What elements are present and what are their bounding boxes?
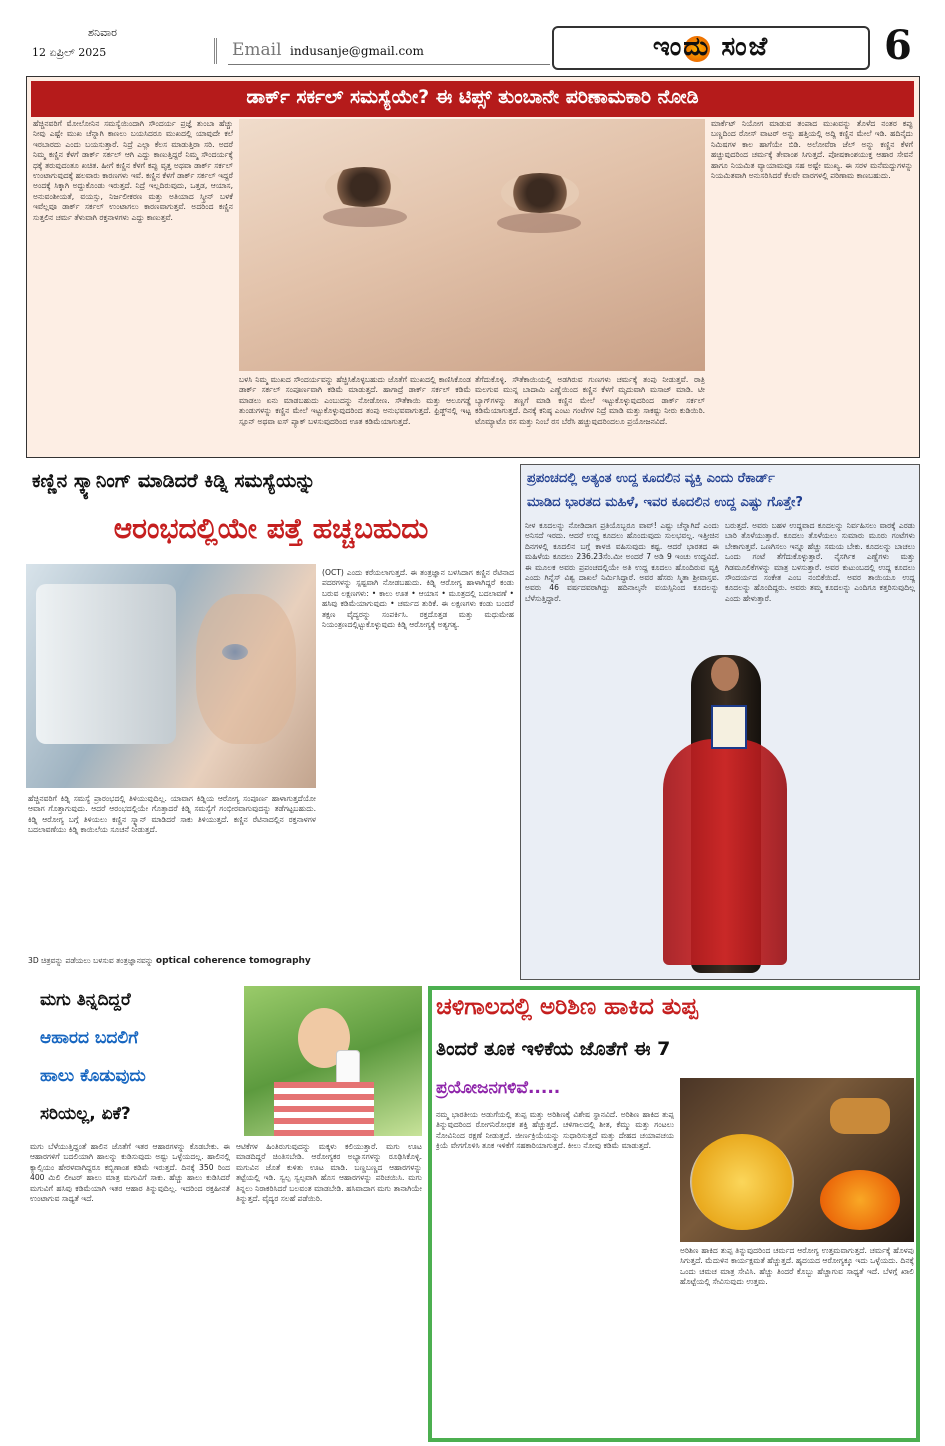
issue-day: ಶನಿವಾರ (88, 26, 117, 39)
long-hair-col2: ಬರುತ್ತದೆ. ಅವರು ಬಹಳ ಉದ್ದವಾದ ಕೂದಲನ್ನು ನಿರ್ವಹಿಸಲು ವಾರಕ್ಕೆ ಎರಡು ಬಾರಿ ತೊಳೆಯುತ್ತಾರೆ. ಕೂದಲು ತೊಳೆಯಲು ಸುಮಾರು ಮೂರು ಗಂಟೆಗಳು ಬೇಕಾಗುತ್ತವೆ. ಒಣಗಿಸಲು ಇನ್ನೂ ಹೆಚ್ಚು ಸಮಯ ಬೇಕು. ಕೂದಲನ್ನು ಬಾಚಲು ಒಂದು ಗಂಟೆ ತೆಗೆದುಕೊಳ್ಳುತ್ತಾರೆ. ನೈಸರ್ಗಿಕ ಎಣ್ಣೆಗಳು ಮತ್ತು ಗಿಡಮೂಲಿಕೆಗಳನ್ನು ಮಾತ್ರ ಬಳಸುತ್ತಾರೆ. ಅವರ ಕುಟುಂಬದಲ್ಲಿ ಉದ್ದ ಕೂದಲು ಸೌಂದರ್ಯದ ಸಂಕೇತ ಎಂಬ ನಂಬಿಕೆಯಿದೆ. ಅವರ ತಾಯಿಯೂ ಉದ್ದ ಕೂದಲನ್ನು ಹೊಂದಿದ್ದರು. ಅವರು ತಮ್ಮ ಕೂದಲನ್ನು ಎಂದಿಗೂ ಕತ್ತರಿಸುವುದಿಲ್ಲ ಎಂದು ಹೇಳುತ್ತಾರೆ. (725, 521, 915, 603)
long-hair-headline-line2: ಮಾಡಿದ ಭಾರತದ ಮಹಿಳೆ, ಇವರ ಕೂದಲಿನ ಉದ್ದ ಎಷ್ಟು ಗೊತ್ತೇ? (527, 495, 803, 510)
dark-circle-headline: ಡಾರ್ಕ್ ಸರ್ಕಲ್ ಸಮಸ್ಯೆಯೇ? ಈ ಟಿಪ್ಸ್ ತುಂಬಾನೇ ಪರಿಣಾಮಕಾರಿ ನೋಡಿ (246, 86, 699, 108)
dark-circle-headline-bar (31, 81, 914, 117)
child-milk-story (26, 984, 424, 1440)
eye-scan-caption (28, 956, 316, 978)
dark-circle-col4: ಮಾರ್ಕೆಟ್ ನಿಯೋಗ ಮಾಡುವ ತಂಪಾದ ಮುಖವನ್ನು ತೊಳೆದ ನಂತರ ಕಪ್ಪು ಬಣ್ಣದಿಂದ ರೋಸ್ ವಾಟರ್ ಅನ್ನು ಹತ್ತಿಯಲ್ಲಿ ಅದ್ದಿ ಕಣ್ಣಿನ ಮೇಲೆ ಇಡಿ. ಹದಿನೈದು ನಿಮಿಷಗಳ ಕಾಲ ಹಾಗೆಯೇ ಬಿಡಿ. ಅಲೋವೆರಾ ಜೆಲ್ ಅನ್ನು ಕಣ್ಣಿನ ಕೆಳಗೆ ಹಚ್ಚುವುದರಿಂದ ಚರ್ಮಕ್ಕೆ ತೇವಾಂಶ ಸಿಗುತ್ತದೆ. ಪೋಷಕಾಂಶಯುಕ್ತ ಆಹಾರ ಸೇವನೆ ಹಾಗೂ ನಿಯಮಿತ ವ್ಯಾಯಾಮವೂ ಸಹ ಅಷ್ಟೇ ಮುಖ್ಯ. ಈ ಸರಳ ಮನೆಮದ್ದುಗಳನ್ನು ನಿಯಮಿತವಾಗಿ ಅನುಸರಿಸಿದರೆ ಕೆಲವೇ ವಾರಗಳಲ್ಲಿ ಪರಿಣಾಮ ಕಾಣಬಹುದು. (711, 119, 913, 181)
email-label: Email (232, 40, 282, 60)
patient-face (196, 594, 296, 744)
ghee-bowl-icon (690, 1134, 794, 1230)
child-milk-col1: ಮಗು ಬೆಳೆಯುತ್ತಿದ್ದಂತೆ ಹಾಲಿನ ಜೊತೆಗೆ ಇತರ ಆಹಾರಗಳನ್ನು ಕೊಡಬೇಕು. ಈ ಆಹಾರಗಳಿಗೆ ಬದಲಿಯಾಗಿ ಹಾಲನ್ನು ಕುಡಿಸುವುದು ಅಷ್ಟು ಒಳ್ಳೆಯದಲ್ಲ. ಹಾಲಿನಲ್ಲಿ ಕ್ಯಾಲ್ಸಿಯಂ ಹೇರಳವಾಗಿದ್ದರೂ ಕಬ್ಬಿಣಾಂಶ ಕಡಿಮೆ ಇರುತ್ತದೆ. ದಿನಕ್ಕೆ 350 ರಿಂದ 400 ಮಿಲಿ ಲೀಟರ್ ಹಾಲು ಮಾತ್ರ ಮಗುವಿಗೆ ಸಾಕು. ಹೆಚ್ಚು ಹಾಲು ಕುಡಿಸಿದರೆ ಮಗುವಿಗೆ ಹಸಿವು ಕಡಿಮೆಯಾಗಿ ಇತರ ಆಹಾರ ತಿನ್ನುವುದಿಲ್ಲ. ಇದರಿಂದ ರಕ್ತಹೀನತೆ ಉಂಟಾಗುವ ಸಾಧ್ಯತೆ ಇದೆ. (30, 1142, 230, 1204)
ghee-col2: ಅರಿಶಿಣ ಹಾಕಿದ ತುಪ್ಪ ತಿನ್ನುವುದರಿಂದ ಚರ್ಮದ ಆರೋಗ್ಯ ಉತ್ತಮವಾಗುತ್ತದೆ. ಚರ್ಮಕ್ಕೆ ಹೊಳಪು ಸಿಗುತ್ತದೆ. ಮೆದುಳಿನ ಕಾರ್ಯಕ್ಷಮತೆ ಹೆಚ್ಚುತ್ತದೆ. ಹೃದಯದ ಆರೋಗ್ಯಕ್ಕೂ ಇದು ಒಳ್ಳೆಯದು. ದಿನಕ್ಕೆ ಒಂದು ಚಮಚ ಮಾತ್ರ ಸೇವಿಸಿ. ಹೆಚ್ಚು ತಿಂದರೆ ಕೊಬ್ಬು ಹೆಚ್ಚಾಗುವ ಸಾಧ್ಯತೆ ಇದೆ. ಬೆಳಗ್ಗೆ ಖಾಲಿ ಹೊಟ್ಟೆಯಲ್ಲಿ ಸೇವಿಸುವುದು ಉತ್ತಮ. (680, 1246, 914, 1287)
eye-scan-caption-text: 3D ಚಿತ್ರವನ್ನು ಪಡೆಯಲು ಬಳಸುವ ತಂತ್ರಜ್ಞಾನವನ್ನು (28, 956, 156, 965)
kidney-col2: (OCT) ಎಂದು ಕರೆಯಲಾಗುತ್ತದೆ. ಈ ತಂತ್ರಜ್ಞಾನ ಬಳಸಿದಾಗ ಕಣ್ಣಿನ ರೆಟಿನಾದ ಪದರಗಳನ್ನು ಸ್ಪಷ್ಟವಾಗಿ ನೋಡಬಹುದು. ಕಿಡ್ನಿ ಆರೋಗ್ಯ ಹಾಳಾಗಿದ್ದರೆ ಕಂಡು ಬರುವ ಲಕ್ಷಣಗಳು: • ಕಾಲು ಊತ • ಆಯಾಸ • ಮೂತ್ರದಲ್ಲಿ ಬದಲಾವಣೆ • ಹಸಿವು ಕಡಿಮೆಯಾಗುವುದು • ಚರ್ಮದ ತುರಿಕೆ. ಈ ಲಕ್ಷಣಗಳು ಕಂಡು ಬಂದರೆ ತಕ್ಷಣ ವೈದ್ಯರನ್ನು ಸಂಪರ್ಕಿಸಿ. ರಕ್ತದೊತ್ತಡ ಮತ್ತು ಮಧುಮೇಹ ನಿಯಂತ್ರಣದಲ್ಲಿಟ್ಟುಕೊಳ್ಳುವುದು ಕಿಡ್ನಿ ಆರೋಗ್ಯಕ್ಕೆ ಅತ್ಯಗತ್ಯ. (322, 568, 514, 630)
decorative-divider (214, 38, 224, 64)
turmeric-root-icon (830, 1098, 890, 1134)
child-milk-col2: ಆಟಿಕೆಗಳ ಹಿಂತಿರುಗುವುದನ್ನು ಮಕ್ಕಳು ಕಲಿಯುತ್ತಾರೆ. ಮಗು ಊಟ ಮಾಡದಿದ್ದರೆ ಚಿಂತಿಸಬೇಡಿ. ಆರೋಗ್ಯಕರ ಅಭ್ಯಾಸಗಳನ್ನು ರೂಢಿಸಿಕೊಳ್ಳಿ. ಮಗುವಿನ ಜೊತೆ ಕುಳಿತು ಊಟ ಮಾಡಿ. ಬಣ್ಣಬಣ್ಣದ ಆಹಾರಗಳನ್ನು ತಟ್ಟೆಯಲ್ಲಿ ಇಡಿ. ಸ್ವಲ್ಪ ಸ್ವಲ್ಪವಾಗಿ ಹೊಸ ಆಹಾರಗಳನ್ನು ಪರಿಚಯಿಸಿ. ಮಗು ತಿನ್ನಲು ನಿರಾಕರಿಸಿದರೆ ಬಲವಂತ ಮಾಡಬೇಡಿ. ಹಸಿವಾದಾಗ ಮಗು ತಾನಾಗಿಯೇ ತಿನ್ನುತ್ತದೆ. ವೈದ್ಯರ ಸಲಹೆ ಪಡೆಯಿರಿ. (236, 1142, 422, 1204)
child-milk-headline-line3: ಹಾಲು ಕೊಡುವುದು (40, 1066, 146, 1086)
ghee-headline-line1: ಚಳಿಗಾಲದಲ್ಲಿ ಅರಿಶಿಣ ಹಾಕಿದ ತುಪ್ಪ (436, 994, 698, 1020)
eye-icon (501, 173, 579, 213)
email-address[interactable]: indusanje@gmail.com (290, 44, 424, 58)
eye-icon (325, 167, 403, 207)
child-milk-headline-line2: ಆಹಾರದ ಬದಲಿಗೆ (40, 1028, 139, 1048)
oct-term: optical coherence tomography (155, 956, 311, 966)
scanner-device (36, 584, 176, 744)
striped-shirt (274, 1082, 374, 1136)
dark-circle-shadow (497, 213, 581, 233)
kidney-col1: ಹೆಚ್ಚಿನವರಿಗೆ ಕಿಡ್ನಿ ಸಮಸ್ಯೆ ಪ್ರಾರಂಭದಲ್ಲಿ ತಿಳಿಯುವುದಿಲ್ಲ. ಯಾವಾಗ ಕಿಡ್ನಿಯ ಆರೋಗ್ಯ ಸಂಪೂರ್ಣ ಹಾಳಾಗುತ್ತದೆಯೋ ಆವಾಗ ಗೊತ್ತಾಗುವುದು. ಆದರೆ ಆರಂಭದಲ್ಲಿಯೇ ಗೊತ್ತಾದರೆ ಕಿಡ್ನಿ ಸಮಸ್ಯೆಗೆ ಗಂಭೀರವಾಗುವುದನ್ನು ತಡೆಗಟ್ಟಬಹುದು. ಕಿಡ್ನಿ ಆರೋಗ್ಯ ಬಗ್ಗೆ ತಿಳಿಯಲು ಕಣ್ಣಿನ ಸ್ಕ್ಯಾನ್ ಮಾಡಿದರೆ ಸಾಕು ತಿಳಿಯುತ್ತದೆ. ಕಣ್ಣಿನ ರೆಟಿನಾದಲ್ಲಿನ ರಕ್ತನಾಳಗಳ ಬದಲಾವಣೆಯು ಕಿಡ್ನಿ ಕಾಯಿಲೆಯ ಸೂಚನೆ ನೀಡುತ್ತದೆ. (28, 794, 316, 835)
dark-circle-shadow (323, 207, 407, 227)
turmeric-ghee-story (428, 986, 920, 1442)
kidney-story (26, 464, 516, 980)
ghee-headline-line3: ಪ್ರಯೋಜನಗಳಿವೆ..... (436, 1078, 561, 1098)
eye-scan-photo (26, 564, 316, 788)
dark-circle-story (26, 76, 920, 458)
turmeric-powder-icon (820, 1170, 900, 1230)
kidney-headline-line1: ಕಣ್ಣಿನ ಸ್ಕ್ಯಾನಿಂಗ್ ಮಾಡಿದರೆ ಕಿಡ್ನಿ ಸಮಸ್ಯೆಯನ್ನು (32, 470, 316, 492)
long-hair-col1: ನೀಳ ಕೂದಲನ್ನು ನೋಡಿದಾಗ ಪ್ರತಿಯೊಬ್ಬರೂ ವಾವ್! ಎಷ್ಟು ಚೆನ್ನಾಗಿದೆ ಎಂದು ಅನಿಸದೆ ಇರದು. ಆದರೆ ಉದ್ದ ಕೂದಲು ಹೊಂದುವುದು ಸುಲಭವಲ್ಲ. ಇತ್ತೀಚಿನ ದಿನಗಳಲ್ಲಿ ಕೂದಲಿನ ಬಗ್ಗೆ ಕಾಳಜಿ ವಹಿಸುವುದು ಕಷ್ಟ. ಆದರೆ ಭಾರತದ ಈ ಮಹಿಳೆಯ ಕೂದಲು 236.23ಸೆಂ.ಮೀ ಅಂದರೆ 7 ಅಡಿ 9 ಇಂಚು ಉದ್ದವಿದೆ. ಈ ಮೂಲಕ ಅವರು ಪ್ರಪಂಚದಲ್ಲಿಯೇ ಅತಿ ಉದ್ದ ಕೂದಲು ಹೊಂದಿರುವ ವ್ಯಕ್ತಿ ಎಂದು ಗಿನ್ನೆಸ್ ವಿಶ್ವ ದಾಖಲೆ ನಿರ್ಮಿಸಿದ್ದಾರೆ. ಅವರ ಹೆಸರು ಸ್ಮಿತಾ ಶ್ರೀವಾಸ್ತವ. ಅವರು 46 ವರ್ಷದವರಾಗಿದ್ದು ಹದಿನಾಲ್ಕನೇ ವಯಸ್ಸಿನಿಂದ ಕೂದಲನ್ನು ಬೆಳೆಸುತ್ತಿದ್ದಾರೆ. (525, 521, 719, 603)
dark-circle-col2: ಬಳಸಿ ನಿಮ್ಮ ಮುಖದ ಸೌಂದರ್ಯವನ್ನು ಹೆಚ್ಚಿಸಿಕೊಳ್ಳಬಹುದು ಜೊತೆಗೆ ಮುಖದಲ್ಲಿ ಕಾಣಿಸಿಕೊಂಡ ಡಾರ್ಕ್ ಸರ್ಕಲ್ ಸಂಪೂರ್ಣವಾಗಿ ಕಡಿಮೆ ಮಾಡುತ್ತದೆ. ಹಾಗಾದ್ರೆ ಡಾರ್ಕ್ ಸರ್ಕಲ್ ಕಡಿಮೆ ಮಾಡಲು ಏನು ಮಾಡಬಹುದು ಎಂಬುದನ್ನು ನೋಡೋಣ. ಸೌತೆಕಾಯಿ ಮತ್ತು ಆಲೂಗಡ್ಡೆ ತುಂಡುಗಳನ್ನು ಕಣ್ಣಿನ ಮೇಲೆ ಇಟ್ಟುಕೊಳ್ಳುವುದರಿಂದ ತಂಪು ಅನುಭವವಾಗುತ್ತದೆ. ಫ್ರಿಡ್ಜ್‌ನಲ್ಲಿ ಇಟ್ಟ ಸ್ಪೂನ್ ಅಥವಾ ಐಸ್ ಪ್ಯಾಕ್ ಬಳಸುವುದರಿಂದ ಊತ ಕಡಿಮೆಯಾಗುತ್ತದೆ. (239, 375, 471, 426)
ghee-turmeric-photo (680, 1078, 914, 1242)
page-number: 6 (884, 22, 912, 69)
child-drinking-photo (244, 986, 422, 1136)
woman-eye-photo (239, 119, 705, 371)
child-milk-headline-line1: ಮಗು ತಿನ್ನದಿದ್ದರೆ (40, 990, 131, 1010)
paper-name: ಇಂದು ಸಂಜೆ (652, 32, 770, 62)
masthead-underline (228, 64, 550, 65)
dark-circle-col3: ತೆಗೆದುಕೊಳ್ಳಿ. ಸೌತೆಕಾಯಿಯಲ್ಲಿ ಅಡಗಿರುವ ಗುಣಗಳು ಚರ್ಮಕ್ಕೆ ತಂಪು ನೀಡುತ್ತವೆ. ರಾತ್ರಿ ಮಲಗುವ ಮುನ್ನ ಬಾದಾಮಿ ಎಣ್ಣೆಯಿಂದ ಕಣ್ಣಿನ ಕೆಳಗೆ ಮೃದುವಾಗಿ ಮಸಾಜ್ ಮಾಡಿ. ಟೀ ಬ್ಯಾಗ್‌ಗಳನ್ನು ತಣ್ಣಗೆ ಮಾಡಿ ಕಣ್ಣಿನ ಮೇಲೆ ಇಟ್ಟುಕೊಳ್ಳುವುದರಿಂದ ಡಾರ್ಕ್ ಸರ್ಕಲ್ ಕಡಿಮೆಯಾಗುತ್ತದೆ. ದಿನಕ್ಕೆ ಕನಿಷ್ಠ ಎಂಟು ಗಂಟೆಗಳ ನಿದ್ರೆ ಮಾಡಿ ಮತ್ತು ಸಾಕಷ್ಟು ನೀರು ಕುಡಿಯಿರಿ. ಟೊಮ್ಯಾಟೊ ರಸ ಮತ್ತು ನಿಂಬೆ ರಸ ಬೆರೆಸಿ ಹಚ್ಚುವುದರಿಂದಲೂ ಪ್ರಯೋಜನವಿದೆ. (475, 375, 705, 426)
paper-logo (552, 26, 870, 70)
masthead (0, 0, 945, 74)
long-hair-story (520, 464, 920, 980)
kidney-headline-line2: ಆರಂಭದಲ್ಲಿಯೇ ಪತ್ತೆ ಹಚ್ಚಬಹುದು (113, 512, 429, 545)
issue-date: 12 ಏಪ್ರಿಲ್ 2025 (32, 46, 107, 59)
ghee-headline-line2: ತಿಂದರೆ ತೂಕ ಇಳಿಕೆಯ ಜೊತೆಗೆ ಈ 7 (436, 1038, 671, 1060)
long-hair-headline-line1: ಪ್ರಪಂಚದಲ್ಲಿ ಅತ್ಯಂತ ಉದ್ದ ಕೂದಲಿನ ವ್ಯಕ್ತಿ ಎಂದು ರೆಕಾರ್ಡ್ (527, 471, 775, 486)
ghee-col1: ನಮ್ಮ ಭಾರತೀಯ ಅಡುಗೆಯಲ್ಲಿ ತುಪ್ಪ ಮತ್ತು ಅರಿಶಿಣಕ್ಕೆ ವಿಶೇಷ ಸ್ಥಾನವಿದೆ. ಅರಿಶಿಣ ಹಾಕಿದ ತುಪ್ಪ ತಿನ್ನುವುದರಿಂದ ರೋಗನಿರೋಧಕ ಶಕ್ತಿ ಹೆಚ್ಚುತ್ತದೆ. ಚಳಿಗಾಲದಲ್ಲಿ ಶೀತ, ಕೆಮ್ಮು ಮತ್ತು ಗಂಟಲು ನೋವಿನಿಂದ ರಕ್ಷಣೆ ನೀಡುತ್ತದೆ. ಜೀರ್ಣಕ್ರಿಯೆಯನ್ನು ಸುಧಾರಿಸುತ್ತದೆ ಮತ್ತು ದೇಹದ ಚಯಾಪಚಯ ಕ್ರಿಯೆ ವೇಗಗೊಳಿಸಿ ತೂಕ ಇಳಿಕೆಗೆ ಸಹಕಾರಿಯಾಗುತ್ತದೆ. ಕೀಲು ನೋವು ಕಡಿಮೆ ಮಾಡುತ್ತದೆ. (436, 1110, 674, 1151)
dark-circle-col1: ಹೆಚ್ಚಿನವರಿಗೆ ಮೋಲೋನಿನ ಸಮಸ್ಯೆಯಿಂದಾಗಿ ಸೌಂದರ್ಯ ಪ್ರಜ್ಞೆ ತುಂಬಾ ಹೆಚ್ಚು ನೀವು ಎಷ್ಟೇ ಮುಖ ಚೆನ್ನಾಗಿ ಕಾಣಲು ಬಯಸಿದರೂ ಮುಖದಲ್ಲಿ ಯಾವುದೇ ಕಲೆ ಇರಬಾರದು ಎಂದು ಬಯಸುತ್ತಾರೆ. ನಿದ್ರೆ ಎಲ್ಲಾ ಕೆಲಸ ಮಾಡುತ್ತಿರಾ ಸರಿ. ಅದರೆ ನಿಮ್ಮ ಕಣ್ಣಿನ ಕೆಳಗೆ ಡಾರ್ಕ್ ಸರ್ಕಲ್ ಆಗಿ ಎದ್ದು ಕಾಣುತ್ತಿದ್ದರೆ ನಿಮ್ಮ ಸೌಂದರ್ಯಕ್ಕೆ ಧಕ್ಕೆ ತರುವುದಂತೂ ಖಚಿತ. ಹೀಗೆ ಕಣ್ಣಿನ ಕೆಳಗೆ ಕಪ್ಪು ವೃತ್ತ ಅಥವಾ ಡಾರ್ಕ್ ಸರ್ಕಲ್ ಉಂಟಾಗುವುದಕ್ಕೆ ಹಲವಾರು ಕಾರಣಗಳು ಇವೆ. ಕಣ್ಣಿನ ಕೆಳಗೆ ಡಾರ್ಕ್ ಸರ್ಕಲ್ ಇದ್ದರೆ ಅಂದಕ್ಕೆ ಸಿಕ್ಕಾಗಿ ಅದ್ದುಕೊಂಡು ಇರುತ್ತದೆ. ನಿದ್ರೆ ಇಲ್ಲದಿರುವುದು, ಒತ್ತಡ, ಆಯಾಸ, ಅನುವಂಶೀಯತೆ, ವಯಸ್ಸು, ನಿರ್ಜಲೀಕರಣ ಮತ್ತು ಅತಿಯಾದ ಸ್ಕ್ರೀನ್ ಬಳಕೆ ಇವೆಲ್ಲವೂ ಡಾರ್ಕ್ ಸರ್ಕಲ್ ಉಂಟಾಗಲು ಕಾರಣವಾಗುತ್ತವೆ. ಅದರಿಂದ ಕಣ್ಣಿನ ಸುತ್ತಲಿನ ಚರ್ಮ ತೆಳುವಾಗಿ ರಕ್ತನಾಳಗಳು ಎದ್ದು ಕಾಣುತ್ತವೆ. (33, 119, 233, 222)
child-milk-headline-line4: ಸರಿಯಲ್ಲ, ಏಕೆ? (40, 1104, 131, 1124)
